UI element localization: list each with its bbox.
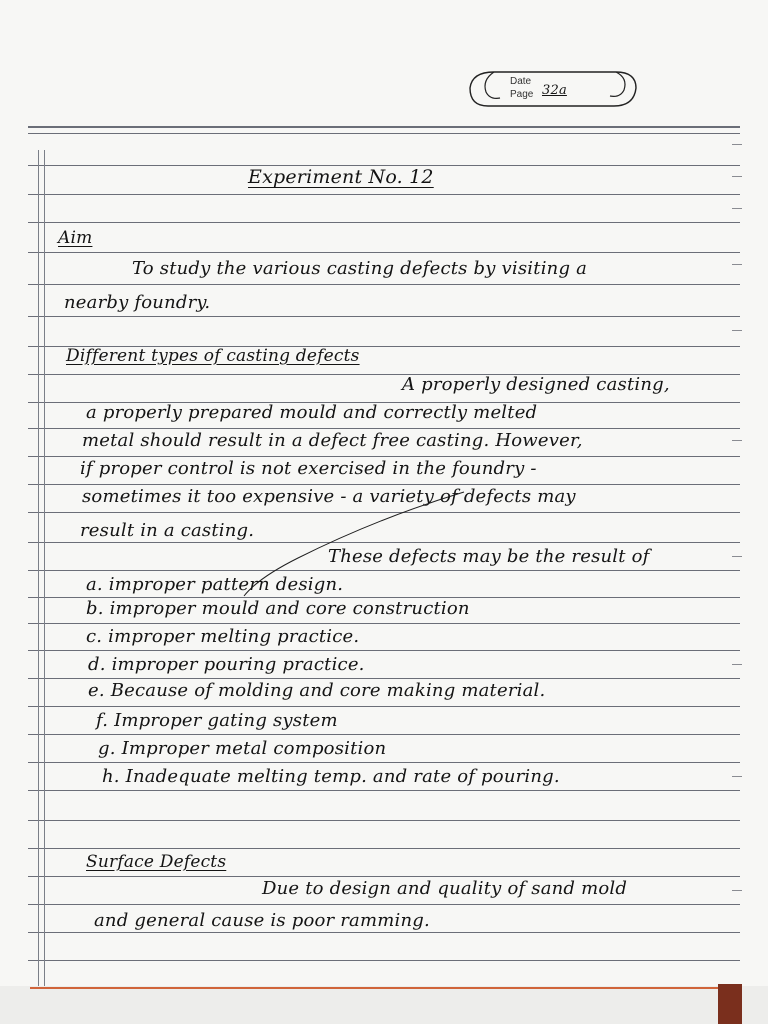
edge-tick [732, 264, 742, 265]
binding-edge-line [30, 987, 720, 989]
ruled-line [28, 706, 740, 707]
ruled-line [28, 820, 740, 821]
ruled-line [28, 456, 740, 457]
desk-corner [718, 984, 742, 1024]
list-item: h. Inadequate melting temp. and rate of pouring. [102, 766, 560, 787]
page-bottom-edge [0, 986, 768, 1024]
ruled-line [28, 734, 740, 735]
aim-heading: Aim [58, 228, 93, 248]
surface-line: and general cause is poor ramming. [94, 910, 430, 931]
page-label: Page [510, 89, 534, 100]
paragraph-line: a properly prepared mould and correctly melted [86, 402, 538, 423]
page-number: 32a [542, 83, 567, 98]
ruled-line [28, 762, 740, 763]
edge-tick [732, 664, 742, 665]
ruled-line [28, 284, 740, 285]
ruled-line [28, 876, 740, 877]
header-rule [28, 133, 740, 134]
ruled-line [28, 678, 740, 679]
types-heading: Different types of casting defects [66, 346, 360, 366]
ruled-line [28, 623, 740, 624]
surface-line: Due to design and quality of sand mold [262, 878, 628, 899]
edge-tick [732, 208, 742, 209]
paragraph-line: sometimes it too expensive - a variety of defects may [82, 486, 576, 507]
date-label: Date [510, 76, 532, 87]
edge-tick [732, 330, 742, 331]
ruled-line [28, 194, 740, 195]
margin-line [44, 150, 45, 990]
header-rule [28, 126, 740, 128]
ruled-line [28, 484, 740, 485]
list-item: d. improper pouring practice. [88, 654, 365, 675]
list-item: e. Because of molding and core making material. [88, 680, 546, 701]
edge-tick [732, 144, 742, 145]
list-item: a. improper pattern design. [86, 574, 344, 595]
list-item: c. improper melting practice. [86, 626, 360, 647]
list-item: b. improper mould and core construction [86, 598, 470, 619]
aim-line: To study the various casting defects by visiting a [132, 258, 588, 279]
ruled-line [28, 222, 740, 223]
edge-tick [732, 890, 742, 891]
edge-tick [732, 440, 742, 441]
ruled-line [28, 316, 740, 317]
aim-line: nearby foundry. [64, 292, 211, 313]
edge-tick [732, 776, 742, 777]
ruled-line [28, 932, 740, 933]
ruled-line [28, 252, 740, 253]
ruled-line [28, 650, 740, 651]
list-item: f. Improper gating system [96, 710, 338, 731]
page-title: Experiment No. 12 [248, 166, 434, 188]
ruled-line [28, 848, 740, 849]
ruled-line [28, 904, 740, 905]
ruled-line [28, 428, 740, 429]
paragraph-line: if proper control is not exercised in the foundry - [80, 458, 537, 479]
ruled-line [28, 790, 740, 791]
margin-line [38, 150, 39, 990]
list-intro: These defects may be the result of [328, 546, 650, 567]
paragraph-line: result in a casting. [80, 520, 255, 541]
paragraph-line: metal should result in a defect free casting. However, [82, 430, 583, 451]
date-page-stamp [464, 66, 640, 112]
surface-heading: Surface Defects [86, 852, 227, 872]
ruled-line [28, 960, 740, 961]
list-item: g. Improper metal composition [98, 738, 387, 759]
paragraph-line: A properly designed casting, [402, 374, 670, 395]
edge-tick [732, 176, 742, 177]
edge-tick [732, 556, 742, 557]
